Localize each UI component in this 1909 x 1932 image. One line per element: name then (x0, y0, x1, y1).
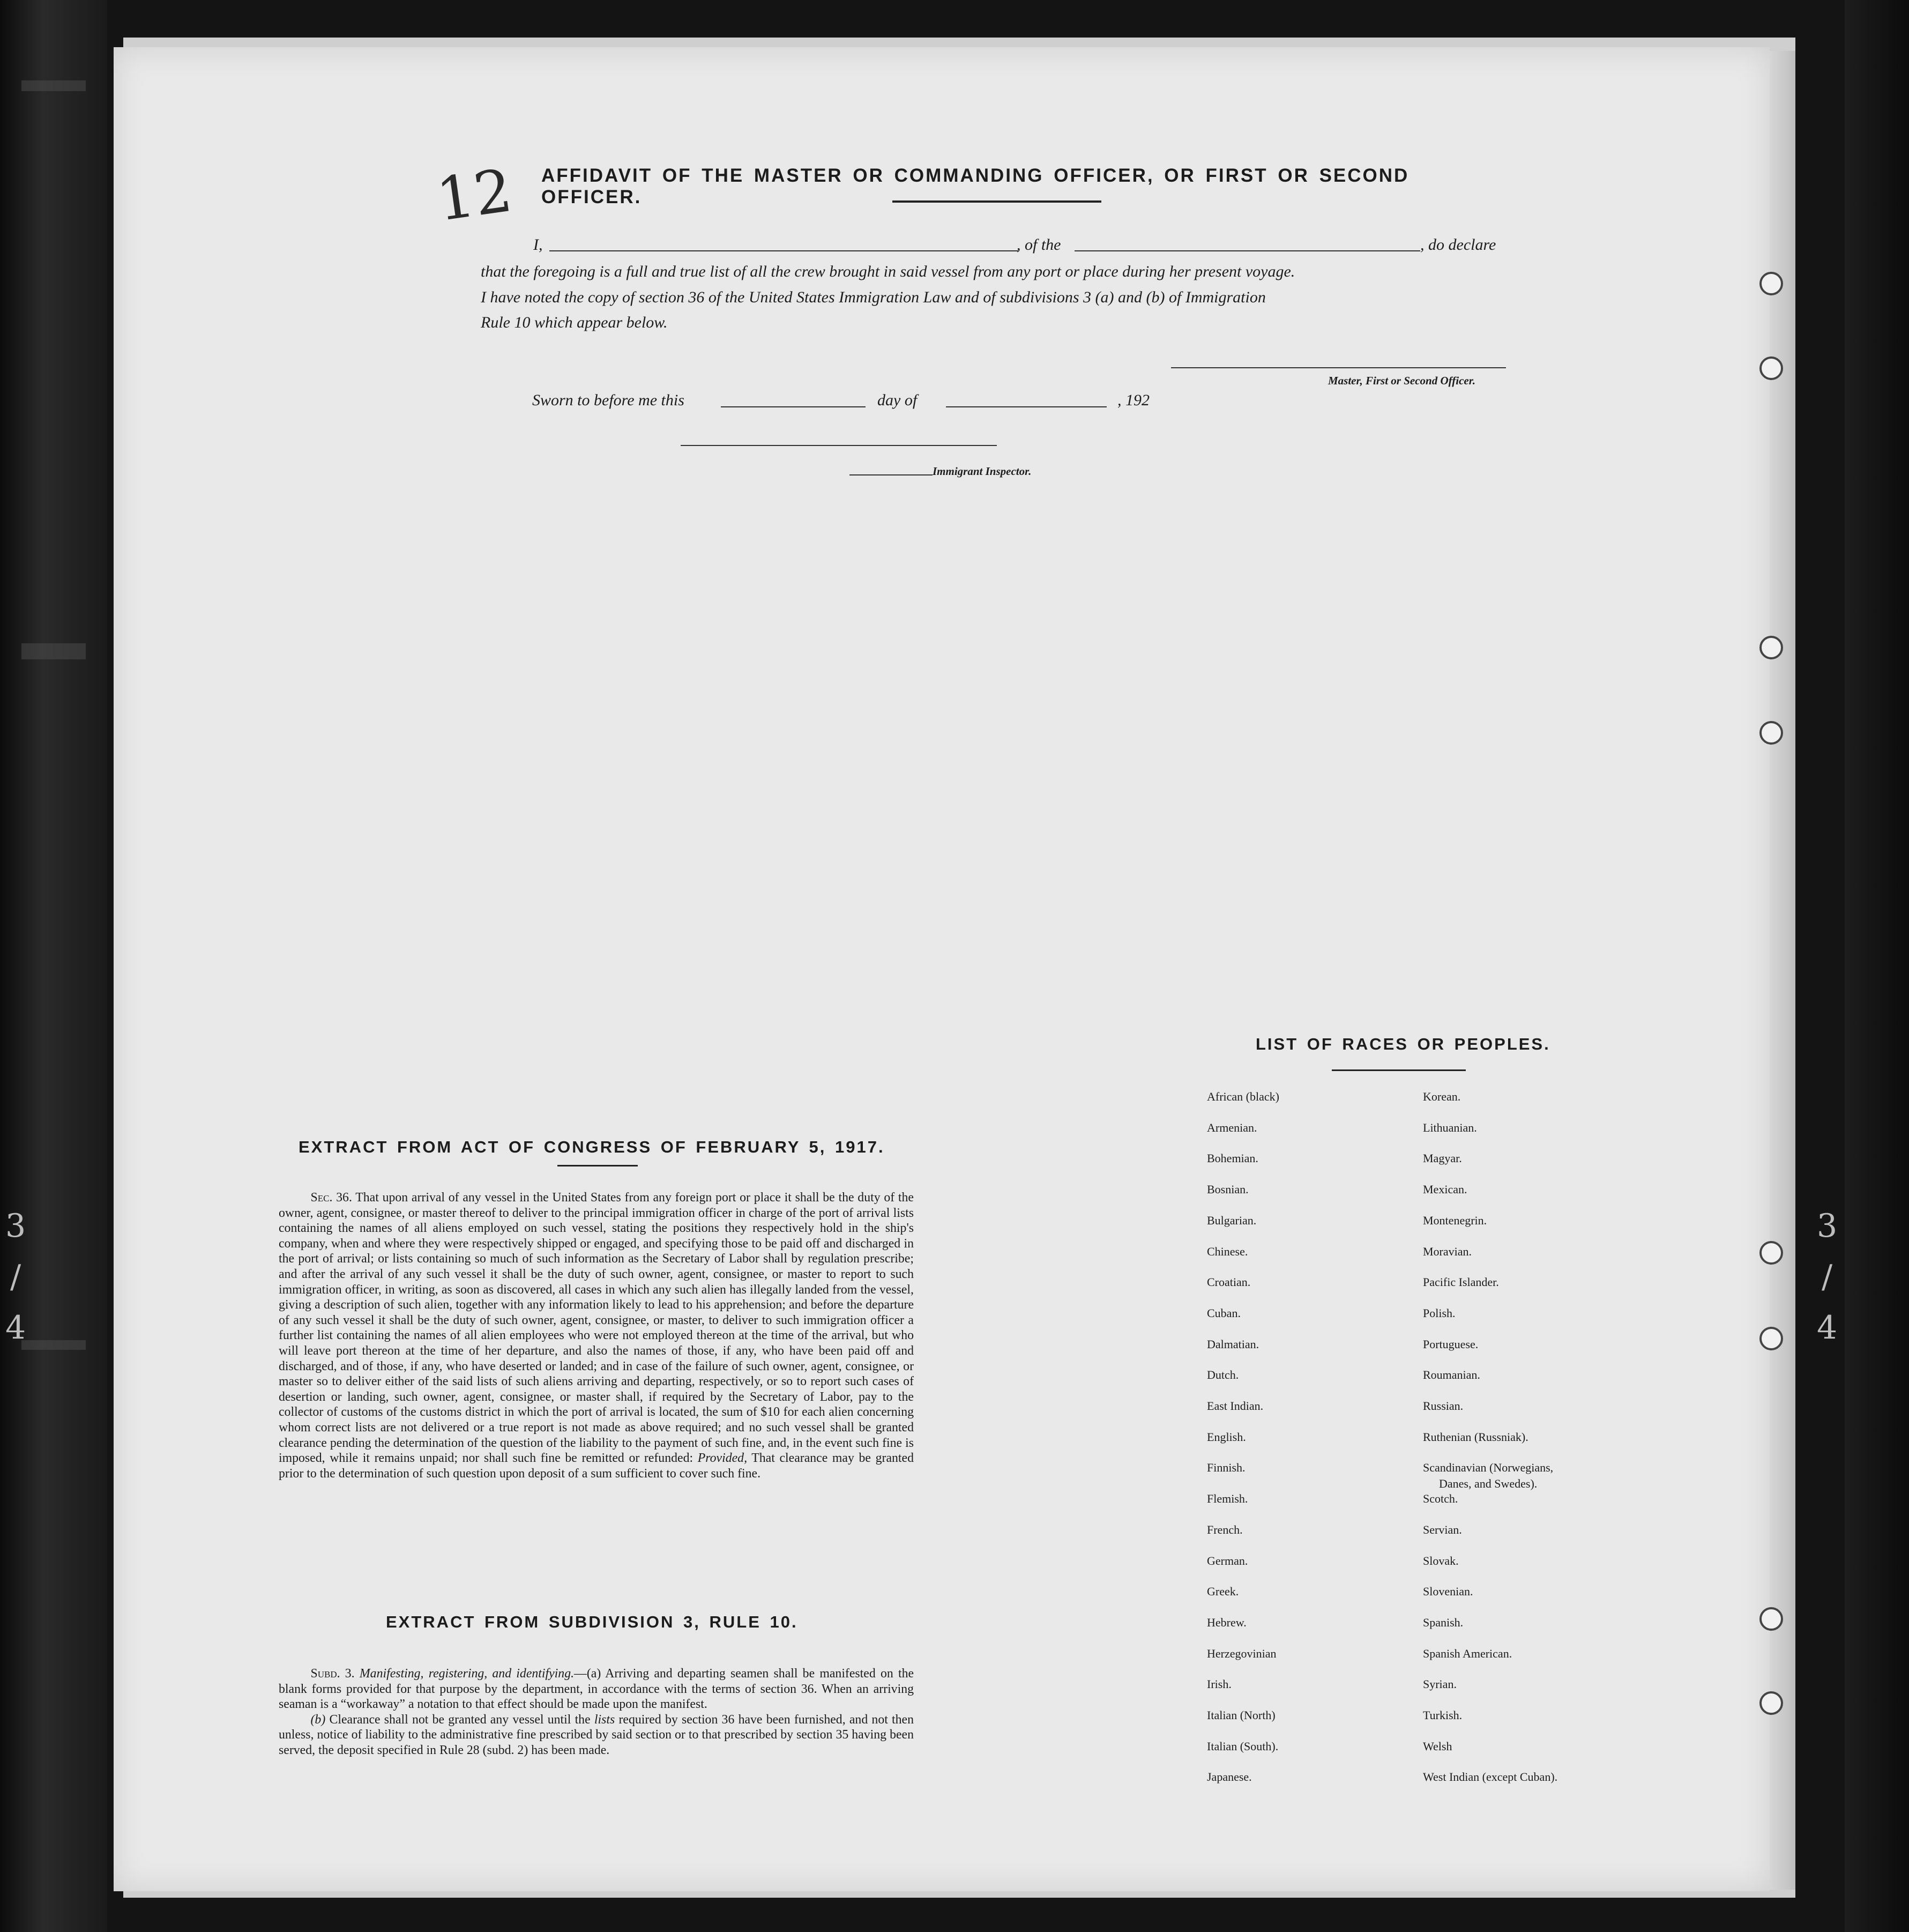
race-item: Bulgarian. (1207, 1214, 1257, 1227)
race-item-continuation: Danes, and Swedes). (1439, 1477, 1538, 1490)
race-item: Spanish. (1423, 1616, 1464, 1629)
race-item: Dalmatian. (1207, 1337, 1259, 1351)
declaration-line: that the foregoing is a full and true list of all the crew brought in said vessel from any port or place during her present voyage. (481, 263, 1295, 280)
race-item: Croatian. (1207, 1275, 1251, 1289)
race-item: Flemish. (1207, 1492, 1248, 1505)
race-item: Japanese. (1207, 1770, 1252, 1784)
part-b-label: (b) (310, 1712, 326, 1727)
binder-hole-icon (1759, 721, 1783, 745)
signature-line (1171, 367, 1506, 368)
binder-hole-icon (1759, 636, 1783, 659)
race-item: German. (1207, 1554, 1248, 1567)
vessel-blank (1075, 250, 1420, 251)
subd-heading: Manifesting, registering, and identifying. (359, 1667, 575, 1681)
race-item: Bosnian. (1207, 1183, 1249, 1196)
races-title-underline (1332, 1069, 1466, 1071)
name-blank (549, 250, 1018, 251)
part-b-text-end: required by section 36 have been furnished, and not then unless, notice of liability to the administrative fine prescribed by said section or to that prescribed by section 35 having been served, the deposit specified in Rule 28 (subd. 2) has been made. (279, 1712, 914, 1757)
sworn-year: , 192 (1117, 391, 1150, 409)
race-item: East Indian. (1207, 1399, 1264, 1413)
binder-hole-icon (1759, 272, 1783, 295)
section-36-end: That clearance may be granted prior to the determination of such question upon deposit of a sum sufficient to cover such fine. (279, 1451, 914, 1481)
declaration-of-the: , of the (1017, 236, 1061, 254)
race-item: Slovak. (1423, 1554, 1459, 1567)
race-item: Cuban. (1207, 1306, 1241, 1320)
provided-word: Provided, (697, 1451, 748, 1466)
race-item: Greek. (1207, 1585, 1239, 1598)
race-item: Roumanian. (1423, 1368, 1480, 1381)
day-blank (721, 406, 866, 407)
race-item: French. (1207, 1523, 1243, 1536)
signature-label: Master, First or Second Officer. (1328, 374, 1475, 387)
section-label: Sec. 36. (310, 1191, 352, 1205)
scan-edge-left (0, 0, 107, 1932)
race-item: Herzegovinian (1207, 1647, 1277, 1660)
inspector-signature-line (681, 445, 997, 446)
race-item: Montenegrin. (1423, 1214, 1487, 1227)
section-36-body: That upon arrival of any vessel in the United States from any foreign port or place it shall be the duty of the owner, agent, consignee, or master thereof to deliver to the principal immigration officer in charge of the port of arrival lists containing the names of all aliens employed on such vessel, stating the positions they respectively hold in the ship's company, when and where they were respectively shipped or engaged, and specifying those to be paid off and discharged in the port of arrival; or lists containing so much of such information as the Secretary of Labor shall by regulation prescribe; and after the arrival of any such vessel it shall be the duty of such owner, agent, consignee, or master to report to such immigration officer, in writing, as soon as discovered, all cases in which any such alien has illegally landed from the vessel, giving a description of such alien, together with any information likely to lead to his apprehension; and before the departure of any such vessel it shall be the duty of such owner, agent, consignee, or master, to deliver to such immigration officer a further list containing the names of all alien employees who were not employed thereon at the time of the arrival, but who will leave port thereon at the time of her departure, and also the names of those, if any, who have been paid off and discharged, and of those, if any, who have deserted or landed; and in case of the failure of such owner, agent, consignee, or master so to deliver either of the said lists of such aliens arriving and departing, respectively, or so to report such cases of desertion or landing, such owner, agent, consignee, or master shall, if required by the Secretary of Labor, pay to the collector of customs of the customs district in which the port of arrival is located, the sum of $10 for each alien concerning whom correct lists are not delivered or a true report is not made as above required; and no such vessel shall be granted clearance pending the determination of the question of the liability to the payment of such fine, and, in the event such fine is imposed, while it remains unpaid; nor shall such fine be remitted or refunded: (279, 1191, 914, 1466)
race-item: Irish. (1207, 1677, 1232, 1691)
binder-hole-icon (1759, 1327, 1783, 1350)
handwritten-margin-left: 3 / 4 (5, 1207, 26, 1347)
race-item: Portuguese. (1423, 1337, 1479, 1351)
part-b-text: Clearance shall not be granted any vessel until the (329, 1712, 591, 1727)
race-item: Syrian. (1423, 1677, 1457, 1691)
sworn-day-of: day of (877, 391, 918, 409)
race-item: Korean. (1423, 1090, 1461, 1103)
race-item: Bohemian. (1207, 1151, 1258, 1165)
inspector-label: Immigrant Inspector. (933, 465, 1032, 478)
race-item: Pacific Islander. (1423, 1275, 1499, 1289)
declaration-line: Rule 10 which appear below. (481, 314, 668, 331)
race-item: Spanish American. (1423, 1647, 1512, 1660)
binder-hole-icon (1759, 1607, 1783, 1631)
race-item: Turkish. (1423, 1708, 1463, 1722)
declaration-i: I, (533, 236, 543, 254)
race-item: Magyar. (1423, 1151, 1462, 1165)
races-title: LIST OF RACES OR PEOPLES. (1256, 1035, 1550, 1053)
section-36-text (279, 1190, 914, 1481)
race-item: Chinese. (1207, 1245, 1248, 1258)
race-item: West Indian (except Cuban). (1423, 1770, 1558, 1784)
part-a-label: —(a) (574, 1667, 601, 1681)
inspector-short-line (849, 474, 933, 475)
race-item: English. (1207, 1430, 1246, 1444)
affidavit-title: AFFIDAVIT OF THE MASTER OR COMMANDING OFFICER, OR FIRST OR SECOND OFFICER. (541, 165, 1410, 207)
handwritten-margin-right: 3 / 4 (1817, 1207, 1838, 1347)
race-item: Servian. (1423, 1523, 1462, 1536)
race-item: Lithuanian. (1423, 1121, 1477, 1134)
act-extract-title: EXTRACT FROM ACT OF CONGRESS OF FEBRUARY 5, 1917. (299, 1138, 885, 1156)
declaration-line: I have noted the copy of section 36 of the United States Immigration Law and of subdivisions 3 (a) and (b) of Immigration (481, 288, 1266, 306)
handwritten-number: 12 (432, 155, 517, 235)
subd-label: Subd. 3. (310, 1667, 355, 1681)
race-item: Scotch. (1423, 1492, 1458, 1505)
rule-extract-title: EXTRACT FROM SUBDIVISION 3, RULE 10. (386, 1613, 798, 1631)
race-item: African (black) (1207, 1090, 1279, 1103)
act-title-underline (557, 1165, 638, 1166)
race-item: Ruthenian (Russniak). (1423, 1430, 1528, 1444)
race-item: Polish. (1423, 1306, 1456, 1320)
race-item: Moravian. (1423, 1245, 1472, 1258)
part-a-text: Arriving and departing seamen shall be manifested on the blank forms provided for that purpose by the department, in accordance with the terms of section 36. When an arriving seaman is a “workaway” a notation to that effect should be made upon the manifest. (279, 1667, 914, 1712)
race-item: Finnish. (1207, 1461, 1246, 1474)
race-item: Hebrew. (1207, 1616, 1247, 1629)
binder-hole-icon (1759, 356, 1783, 380)
race-item: Scandinavian (Norwegians, (1423, 1461, 1554, 1474)
declaration-do-declare: , do declare (1420, 236, 1496, 254)
race-item: Italian (South). (1207, 1740, 1279, 1753)
part-b-lists: lists (594, 1712, 615, 1727)
document-page (114, 47, 1770, 1891)
binder-hole-icon (1759, 1241, 1783, 1265)
race-item: Armenian. (1207, 1121, 1257, 1134)
race-item: Italian (North) (1207, 1708, 1276, 1722)
rule-10-text (279, 1666, 914, 1758)
month-blank (946, 406, 1107, 407)
binder-hole-icon (1759, 1691, 1783, 1715)
scan-edge-right (1845, 0, 1909, 1932)
race-item: Slovenian. (1423, 1585, 1473, 1598)
race-item: Dutch. (1207, 1368, 1239, 1381)
title-underline (892, 200, 1101, 203)
sworn-text: Sworn to before me this (532, 391, 684, 409)
race-item: Welsh (1423, 1740, 1452, 1753)
race-item: Russian. (1423, 1399, 1464, 1413)
race-item: Mexican. (1423, 1183, 1467, 1196)
